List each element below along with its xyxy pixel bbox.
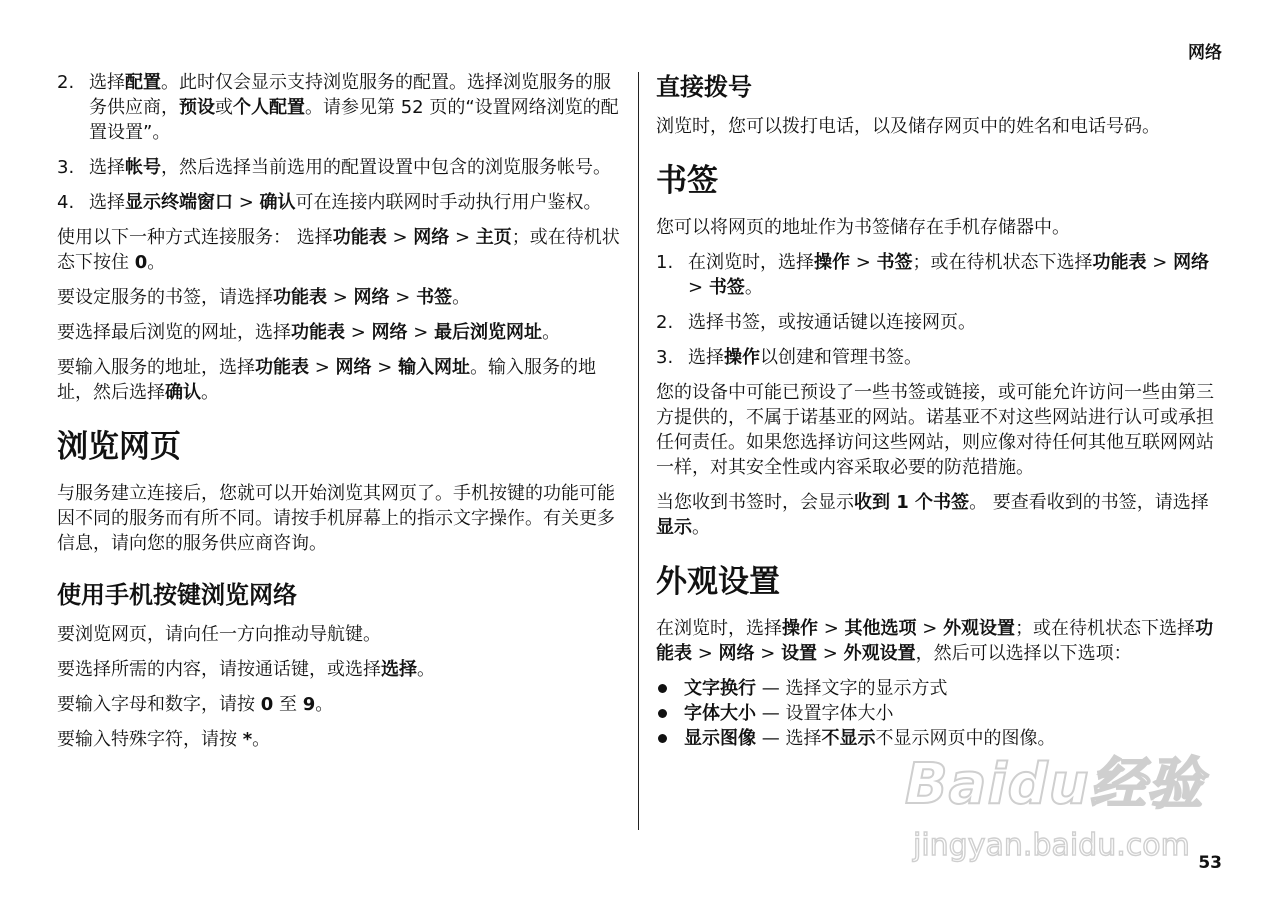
text-run: — 选择文字的显示方式 [756,678,948,699]
bold-term: 显示终端窗口 [125,192,233,213]
bold-term: 网络 [1173,252,1210,273]
text-run: > [309,357,336,378]
bookmarks-intro: 您可以将网页的地址作为书签储存在手机存储器中。 [656,217,1070,238]
bold-term: 显示图像 [684,728,756,749]
keys-special-text [57,727,623,752]
text-run: > [327,287,354,308]
keys-navigate-text [57,622,623,647]
text-run: — 选择 [756,728,822,749]
watermark-url: jingyan.baidu.com [913,828,1190,863]
step-text [89,72,619,143]
text-run: 在浏览时，选择 [688,252,814,273]
section-heading-keys: 使用手机按键浏览网络 [57,581,297,609]
step-number: 3. [656,347,674,368]
step-text [89,192,602,213]
text-run: 。输入服务的地址，然后选择 [57,357,597,403]
text-run: 要输入字母和数字，请按 [57,694,261,715]
bold-term: 9 [302,694,316,715]
bookmark-step [656,250,1222,300]
text-run: > [233,192,260,213]
bold-term: 帐号 [125,157,161,178]
bold-term: 操作 [814,252,850,273]
bold-term: 功能表 [273,287,327,308]
text-run: ，然后选择当前选用的配置设置中包含的浏览服务帐号。 [161,157,611,178]
bold-term: 网络 [718,643,755,664]
section-heading-bookmarks: 书签 [656,163,718,199]
text-run: 。 [201,382,219,403]
text-run: > [371,357,399,378]
text-run: 。 [147,252,166,273]
bookmarks-warning: 您的设备中可能已预设了一些书签或链接，或可能允许访问一些由第三方提供的，不属于诺基亚的网站。诺基亚不对这些网站进行认可或承担任何责任。如果您选择访问这些网站，则应像对待任何其他互联网网站一样，对其安全性或内容采取必要的防范措施。 [656,382,1214,478]
bold-term: 主页 [475,227,512,248]
text-run: 。此时仅会显示支持浏览服务的配置。选择浏览服务的服务供应商， [89,72,611,118]
text-run: > [1146,252,1174,273]
config-step [57,70,623,145]
keys-digits-text [57,692,623,717]
left-column [57,70,623,762]
bold-term: 输入网址 [398,357,471,378]
bold-term: 外观设置 [843,643,916,664]
bold-term: 功能表 [291,322,345,343]
text-run: 选择 [89,72,125,93]
step-text [688,312,976,333]
bold-term: 书签 [708,277,745,298]
step-number: 2. [57,72,75,93]
bold-term: 网络 [353,287,390,308]
text-run: ，然后可以选择以下选项： [915,643,1132,664]
text-run: > [754,643,782,664]
section-heading-browse: 浏览网页 [57,429,181,465]
text-run: > [817,643,844,664]
bold-term: 外观设置 [943,618,1016,639]
config-step [57,155,623,180]
step-text [688,252,1209,298]
text-run: > [407,322,435,343]
bold-term: 不显示 [821,728,876,749]
text-run: 不显示网页中的图像。 [875,728,1056,749]
text-run: 要设定服务的书签，请选择 [57,287,273,308]
appearance-option-images [656,726,1222,751]
bookmarks-steps-list [656,250,1222,370]
config-steps-list [57,70,623,215]
text-run: ；或在待机状态下选择 [1015,618,1196,639]
appearance-description [656,616,1222,666]
bold-term: 操作 [724,347,760,368]
appearance-option-font-size [656,701,1222,726]
text-run: 选择 [688,347,724,368]
text-run: > [389,287,417,308]
bold-term: 配置 [125,72,161,93]
bookmark-step [656,345,1222,370]
bold-term: 其他选项 [844,618,917,639]
enter-address-text [57,355,623,405]
right-column [656,70,1222,751]
bookmark-step [656,310,1222,335]
text-run: ；或在待机状态下按住 [57,227,620,273]
bold-term: 预设 [179,97,215,118]
text-run: 使用以下一种方式连接服务： 选择 [57,227,333,248]
text-run: > [449,227,476,248]
text-run: 。 [542,322,561,343]
watermark-logo: Baidu经验 [905,752,1204,817]
section-heading-dial: 直接拨号 [656,73,752,101]
set-bookmark-text [57,285,623,310]
bold-term: 操作 [782,618,818,639]
bold-term: 网络 [413,227,450,248]
text-run: > [818,618,845,639]
text-run: 要选择最后浏览的网址，选择 [57,322,291,343]
bold-term: 字体大小 [684,703,756,724]
text-run: 。 [692,517,710,538]
text-run: > [692,643,719,664]
step-number: 4. [57,192,75,213]
last-url-text [57,320,623,345]
text-run: 可在连接内联网时手动执行用户鉴权。 [295,192,602,213]
bold-term: 确认 [259,192,296,213]
bookmarks-receive-text [656,490,1222,540]
text-run: > [688,277,709,298]
text-run: > [850,252,877,273]
dial-description: 浏览时，您可以拨打电话，以及储存网页中的姓名和电话号码。 [656,116,1160,137]
config-step [57,190,623,215]
step-text [89,157,611,178]
browse-description: 与服务建立连接后，您就可以开始浏览其网页了。手机按键的功能可能因不同的服务而有所不同。请按手机屏幕上的指示文字操作。有关更多信息，请向您的服务供应商咨询。 [57,483,615,554]
text-run: 。 [744,277,763,298]
connect-service-text [57,225,623,275]
text-run: 至 [273,694,303,715]
bold-term: 功能表 [332,227,387,248]
bold-term: * [242,729,253,750]
bold-term: 0 [134,252,148,273]
text-run: 。 [315,694,334,715]
header-title: 网络 [1188,43,1222,63]
text-run: 。 [417,659,435,680]
bold-term: 显示 [656,517,692,538]
text-run: — 设置字体大小 [756,703,894,724]
text-run: 。 [252,729,271,750]
text-run: 。 [452,287,471,308]
bold-term: 功能表 [1092,252,1147,273]
keys-select-text [57,657,623,682]
text-run: 要浏览网页，请向任一方向推动导航键。 [57,624,381,645]
bold-term: 功能表 [656,618,1214,664]
text-run: 要选择所需的内容，请按通话键，或选择 [57,659,381,680]
step-number: 3. [57,157,75,178]
text-run: 。请参见第 52 页的“设置网络浏览的配置设置”。 [89,97,619,143]
text-run: 或 [215,97,233,118]
step-text [688,347,922,368]
bold-term: 网络 [335,357,372,378]
appearance-options-list [656,676,1222,751]
bold-term: 确认 [165,382,201,403]
bold-term: 0 [260,694,274,715]
text-run: 选择 [89,192,125,213]
page-number: 53 [1198,853,1222,873]
baidu-watermark [905,732,1205,872]
section-heading-appearance: 外观设置 [656,564,780,600]
bold-term: 网络 [371,322,408,343]
text-run: 选择 [89,157,125,178]
bold-term: 文字换行 [684,678,756,699]
text-run: 。 要查看收到的书签，请选择 [969,492,1209,513]
text-run: 在浏览时，选择 [656,618,782,639]
appearance-option-wrap [656,676,1222,701]
column-divider [638,72,639,830]
text-run: 以创建和管理书签。 [760,347,922,368]
text-run: 要输入特殊字符，请按 [57,729,243,750]
bold-term: 书签 [876,252,913,273]
bold-term: 个人配置 [233,97,305,118]
bold-term: 最后浏览网址 [434,322,543,343]
bold-term: 收到 1 个书签 [854,492,970,513]
text-run: > [386,227,414,248]
text-run: > [345,322,372,343]
bold-term: 设置 [781,643,818,664]
bold-term: 选择 [381,659,417,680]
text-run: 要输入服务的地址，选择 [57,357,255,378]
text-run: 当您收到书签时，会显示 [656,492,854,513]
step-number: 1. [656,252,674,273]
bold-term: 功能表 [255,357,309,378]
text-run: ；或在待机状态下选择 [912,252,1093,273]
text-run: 选择书签，或按通话键以连接网页。 [688,312,976,333]
text-run: > [916,618,944,639]
step-number: 2. [656,312,674,333]
bold-term: 书签 [416,287,453,308]
